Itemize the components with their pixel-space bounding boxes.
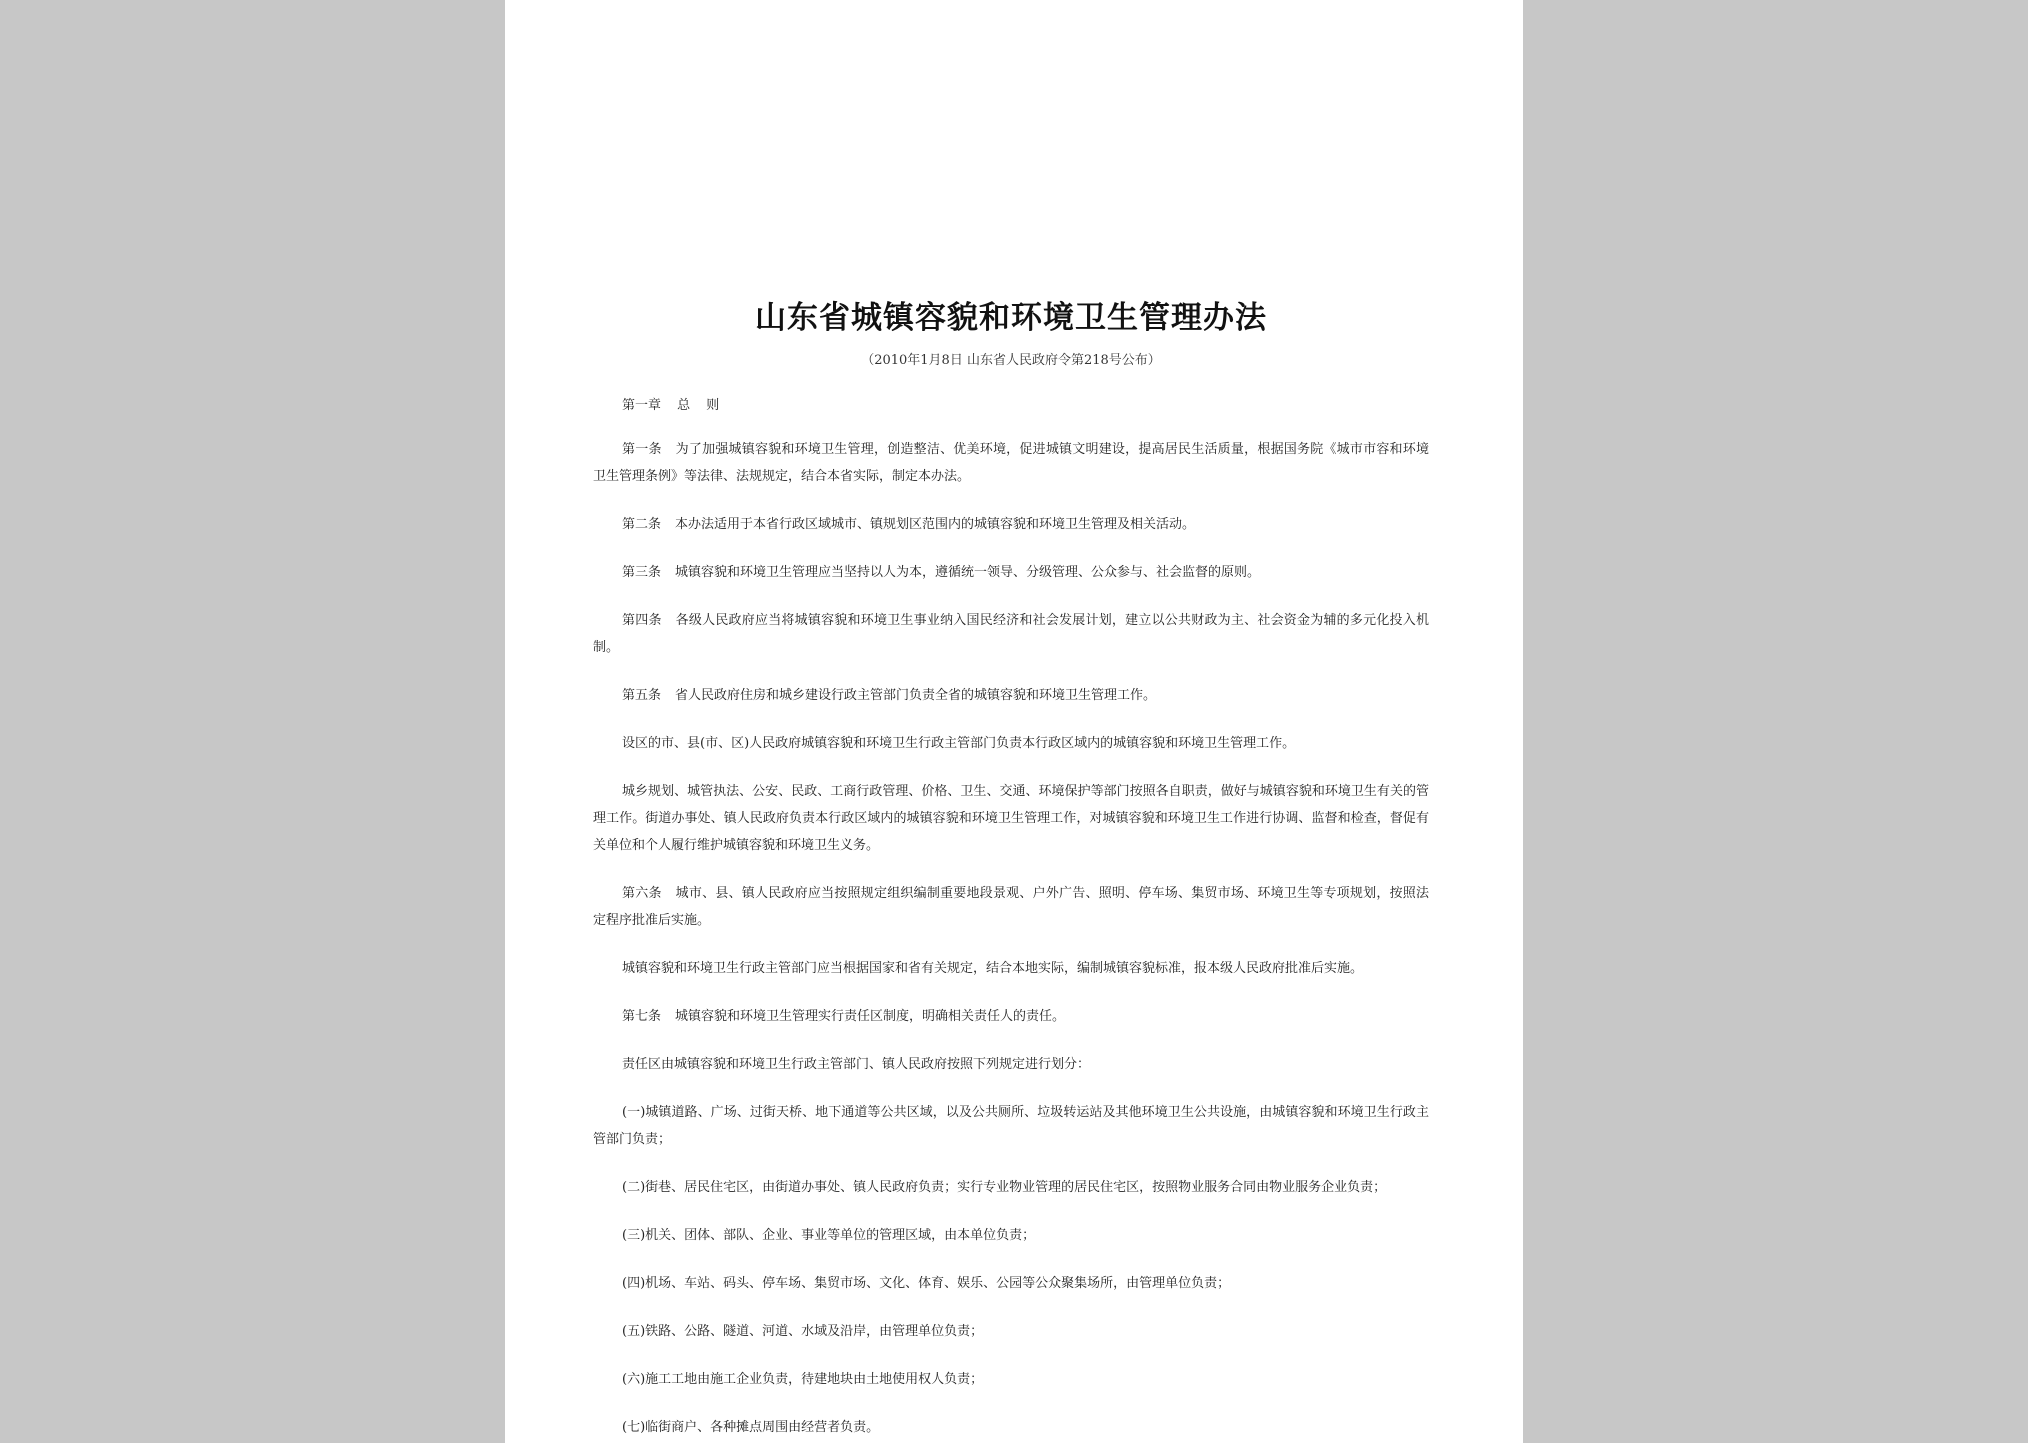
paragraph-text: (六)施工工地由施工企业负责，待建地块由土地使用权人负责； <box>622 1372 984 1387</box>
document-page <box>505 0 1523 1443</box>
article-number: 第三条 <box>622 565 662 580</box>
paragraph <box>593 880 1429 934</box>
paragraph-text: (四)机场、车站、码头、停车场、集贸市场、文化、体育、娱乐、公园等公众聚集场所，由管理单位负责； <box>622 1276 1231 1291</box>
paragraph <box>593 1051 1429 1078</box>
list-item <box>593 1366 1429 1393</box>
paragraph-text: (一)城镇道路、广场、过街天桥、地下通道等公共区域，以及公共厕所、垃圾转运站及其他环境卫生公共设施，由城镇容貌和环境卫生行政主管部门负责； <box>593 1105 1429 1147</box>
list-item <box>593 1222 1429 1249</box>
article-number: 第四条 <box>622 613 662 628</box>
paragraph <box>593 730 1429 757</box>
paragraph-text: (三)机关、团体、部队、企业、事业等单位的管理区域，由本单位负责； <box>622 1228 1036 1243</box>
paragraph-text: 城市、县、镇人民政府应当按照规定组织编制重要地段景观、户外广告、照明、停车场、集贸市场、环境卫生等专项规划，按照法定程序批准后实施。 <box>593 886 1429 928</box>
paragraph-text: 省人民政府住房和城乡建设行政主管部门负责全省的城镇容貌和环境卫生管理工作。 <box>675 688 1157 703</box>
paragraph-text: (七)临街商户、各种摊点周围由经营者负责。 <box>622 1420 880 1435</box>
list-item <box>593 1318 1429 1345</box>
article-number: 第五条 <box>622 688 662 703</box>
paragraph-text: 城镇容貌和环境卫生管理应当坚持以人为本，遵循统一领导、分级管理、公众参与、社会监督的原则。 <box>675 565 1261 580</box>
list-item <box>593 1414 1429 1441</box>
paragraph-text: (二)街巷、居民住宅区，由街道办事处、镇人民政府负责；实行专业物业管理的居民住宅区，按照物业服务合同由物业服务企业负责； <box>622 1180 1387 1195</box>
paragraph <box>593 436 1429 490</box>
article-number: 第一条 <box>622 442 662 457</box>
list-item <box>593 1174 1429 1201</box>
paragraph-text: (五)铁路、公路、隧道、河道、水域及沿岸，由管理单位负责； <box>622 1324 984 1339</box>
chapter-heading: 第一章 总 则 <box>622 398 720 413</box>
paragraph <box>593 778 1429 859</box>
paragraph <box>593 955 1429 982</box>
list-item <box>593 1099 1429 1153</box>
paragraph-text: 城镇容貌和环境卫生行政主管部门应当根据国家和省有关规定，结合本地实际，编制城镇容貌标准，报本级人民政府批准后实施。 <box>622 961 1364 976</box>
paragraph-text: 城乡规划、城管执法、公安、民政、工商行政管理、价格、卫生、交通、环境保护等部门按照各自职责，做好与城镇容貌和环境卫生有关的管理工作。街道办事处、镇人民政府负责本行政区域内的城镇容貌和环境卫生管理工作，对城镇容貌和环境卫生工作进行协调、监督和检查，督促有关单位和个人履行维护城镇容貌和环境卫生义务。 <box>593 784 1429 853</box>
list-item <box>593 1270 1429 1297</box>
paragraph <box>593 1003 1429 1030</box>
paragraph-text: 本办法适用于本省行政区域城市、镇规划区范围内的城镇容貌和环境卫生管理及相关活动。 <box>675 517 1196 532</box>
article-number: 第七条 <box>622 1009 662 1024</box>
document-title: 山东省城镇容貌和环境卫生管理办法 <box>755 300 1267 336</box>
document-subtitle: （2010年1月8日 山东省人民政府令第218号公布） <box>861 353 1161 368</box>
article-number: 第二条 <box>622 517 662 532</box>
paragraph <box>593 682 1429 709</box>
paragraph <box>593 559 1429 586</box>
article-number: 第六条 <box>622 886 662 901</box>
paragraph-text: 责任区由城镇容貌和环境卫生行政主管部门、镇人民政府按照下列规定进行划分： <box>622 1057 1091 1072</box>
paragraph-text: 城镇容貌和环境卫生管理实行责任区制度，明确相关责任人的责任。 <box>675 1009 1066 1024</box>
paragraph <box>593 511 1429 538</box>
paragraph-text: 设区的市、县(市、区)人民政府城镇容貌和环境卫生行政主管部门负责本行政区域内的城镇容貌和环境卫生管理工作。 <box>622 736 1296 751</box>
paragraph-text: 为了加强城镇容貌和环境卫生管理，创造整洁、优美环境，促进城镇文明建设，提高居民生活质量，根据国务院《城市市容和环境卫生管理条例》等法律、法规规定，结合本省实际，制定本办法。 <box>593 442 1429 484</box>
paragraph-text: 各级人民政府应当将城镇容貌和环境卫生事业纳入国民经济和社会发展计划，建立以公共财政为主、社会资金为辅的多元化投入机制。 <box>593 613 1429 655</box>
paragraph <box>593 607 1429 661</box>
